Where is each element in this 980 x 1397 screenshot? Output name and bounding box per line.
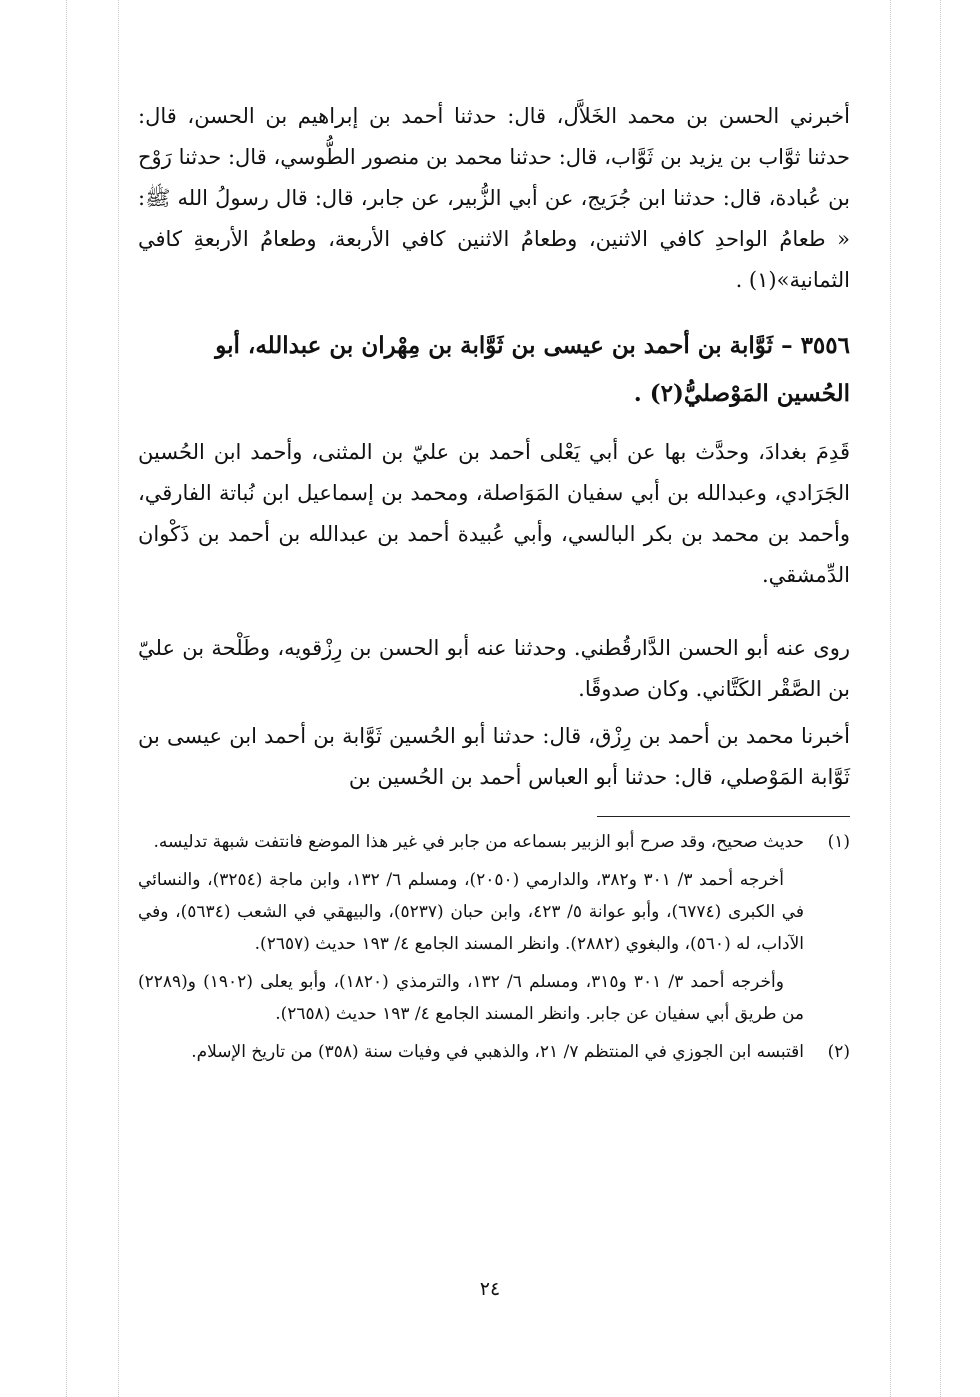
footnote-text: حديث صحيح، وقد صرح أبو الزبير بسماعه من جابر في غير هذا الموضع فانتفت شبهة تدليسه. (153, 832, 804, 852)
biography-entry-heading: ٣٥٥٦ – ثَوَّابة بن أحمد بن عيسى بن ثَوَّابة بن مِهْران بن عبدالله، أبو الحُسين المَوْصليُّ(٢) . (215, 332, 850, 407)
page-number: ٢٤ (479, 1278, 501, 1300)
paragraph-hadith-narration: أخبرني الحسن بن محمد الخَلاَّل، قال: حدثنا أحمد بن إبراهيم بن الحسن، قال: حدثنا ثوَّاب بن يزيد بن ثَوَّاب، قال: حدثنا محمد بن منصور الطُّوسي، قال: حدثنا رَوْح بن عُبادة، قال: حدثنا ابن جُرَيج، عن أبي الزُّبير، عن جابر، قال: قال رسولُ الله ﷺ: « طعامُ الواحدِ كافي الاثنين، وطعامُ الاثنين كافي الأربعة، وطعامُ الأربعةِ كافي الثمانية»(١) . (138, 104, 850, 292)
footnote-number: (١) (827, 832, 850, 852)
scan-margin-line (890, 0, 891, 1397)
footnote-separator (597, 816, 850, 817)
paragraph-continued-narration: أخبرنا محمد بن أحمد بن رِزْق، قال: حدثنا أبو الحُسين ثَوَّابة بن أحمد ابن عيسى بن ثَوَّابة المَوْصلي، قال: حدثنا أبو العباس أحمد بن الحُسين بن (138, 724, 850, 789)
scan-margin-line (66, 0, 67, 1397)
footnote-1-other-sources: وأخرجه أحمد ٣/ ٣٠١ و٣١٥، ومسلم ٦/ ١٣٢، والترمذي (١٨٢٠)، وأبو يعلى (١٩٠٢) و(٢٢٨٩) من طريق أبي سفيان عن جابر. وانظر المسند الجامع ٤/ ١٩٣ حديث (٢٦٥٨). (138, 972, 804, 1024)
scan-margin-line (940, 0, 941, 1397)
footnote-number: (٢) (827, 1042, 850, 1062)
footnote-text: اقتبسه ابن الجوزي في المنتظم ٧/ ٢١، والذهبي في وفيات سنة (٣٥٨) من تاريخ الإسلام. (191, 1042, 804, 1062)
paragraph-students: روى عنه أبو الحسن الدَّارقُطني. وحدثنا عنه أبو الحسن بن رِزْقويه، وطَلْحة بن عليّ بن الصَّقْر الكَتَّاني. وكان صدوقًا. (138, 636, 850, 701)
footnote-2 (138, 1036, 850, 1068)
footnote-1-sources: أخرجه أحمد ٣/ ٣٠١ و٣٨٢، والدارمي (٢٠٥٠)، ومسلم ٦/ ١٣٢، وابن ماجة (٣٢٥٤)، والنسائي في الكبرى (٦٧٧٤)، وأبو عوانة ٥/ ٤٢٣، وابن حبان (٥٢٣٧)، والبيهقي في الشعب (٥٦٣٤)، وفي الآداب، له (٥٦٠)، والبغوي (٢٨٨٢). وانظر المسند الجامع ٤/ ١٩٣ حديث (٢٦٥٧). (138, 870, 805, 954)
paragraph-teachers: قَدِمَ بغدادَ، وحدَّث بها عن أبي يَعْلى أحمد بن عليّ بن المثنى، وأحمد ابن الحُسين الجَرَادي، وعبدالله بن أبي سفيان المَوَاصلة، ومحمد بن إسماعيل ابن نُباتة الفارقي، وأحمد بن محمد بن بكر البالسي، وأبي عُبيدة أحمد بن عبدالله بن أحمد بن ذَكْوان الدِّمشقي. (138, 440, 850, 587)
footnote-1 (138, 826, 850, 858)
footnotes-section (138, 826, 850, 1074)
scan-margin-line (118, 0, 119, 1397)
